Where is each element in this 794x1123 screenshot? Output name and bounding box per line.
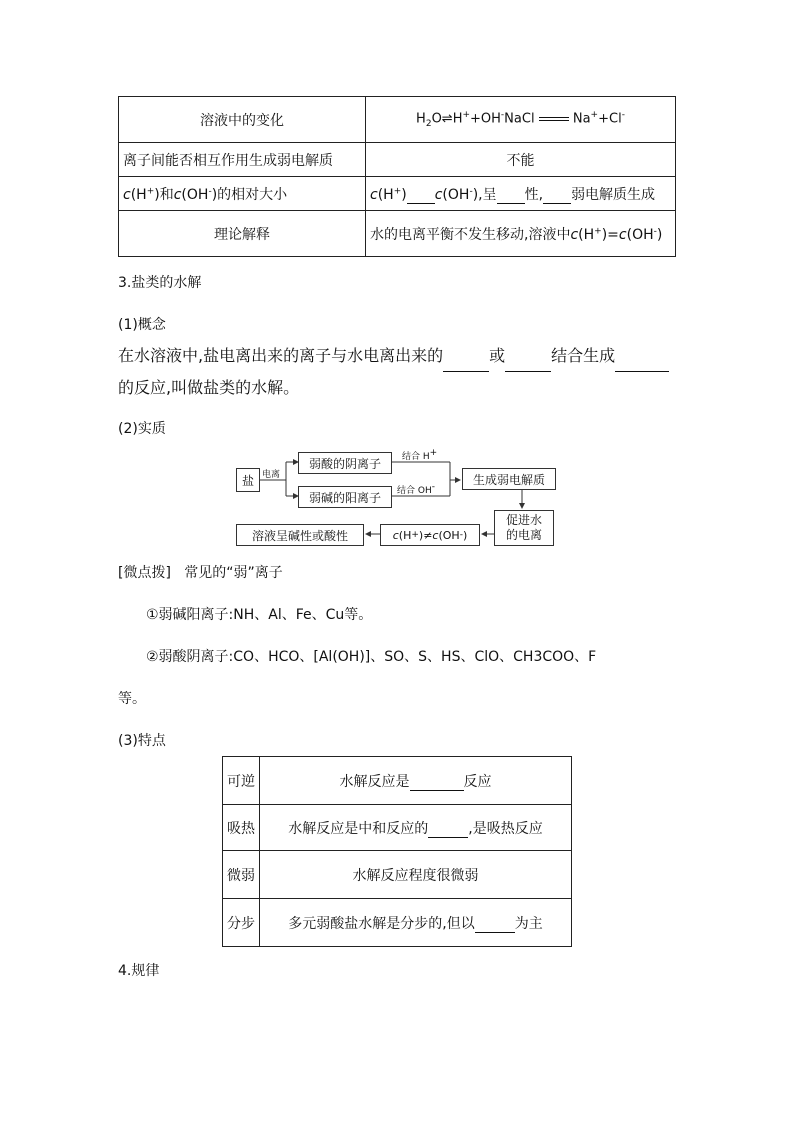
neq-box: c (H + )≠ c (OH - ) (380, 524, 480, 546)
blank-line (428, 821, 468, 838)
weak-acid-anion-box: 弱酸的阴离子 (298, 452, 392, 474)
subsection-title: (1)概念 (118, 317, 166, 333)
feature-value: 水解反应程度很微弱 (260, 851, 572, 899)
cell-label: 离子间能否相互作用生成弱电解质 (119, 143, 366, 177)
table-row (223, 851, 572, 899)
anion-list-end: 等。 (118, 691, 146, 707)
features-table (222, 756, 572, 947)
combine-oh-label: 结合 OH- (397, 482, 435, 496)
section-title: 3.盐类的水解 (118, 275, 202, 291)
top-table (118, 96, 676, 257)
subsection-title: (2)实质 (118, 421, 166, 437)
table-row (119, 97, 676, 143)
table-row (119, 143, 676, 177)
table-row (223, 757, 572, 805)
table-row (119, 177, 676, 211)
blank-line (475, 916, 515, 933)
blank-line (505, 351, 551, 372)
table-row (119, 211, 676, 257)
cell-value: 水的电离平衡不发生移动,溶液中c(H+)=c(OH-) (366, 211, 676, 257)
subsection-title: (3)特点 (118, 733, 166, 749)
result-box: 溶液呈碱性或酸性 (236, 524, 364, 546)
concept-paragraph: 在水溶液中,盐电离出来的离子与水电离出来的 或 结合生成 的反应,叫做盐类的水解。 (118, 340, 678, 404)
blank-line (407, 203, 435, 204)
salt-box: 盐 (236, 468, 260, 492)
equals-arrow (539, 117, 569, 121)
feature-value: 多元弱酸盐水解是分步的,但以 为主 (260, 899, 572, 947)
cell-value: c(H+) c(OH-),呈 性, 弱电解质生成 (366, 177, 676, 211)
combine-h-label: 结合 H+ (402, 448, 438, 462)
table-row (223, 899, 572, 947)
section-title: 4.规律 (118, 963, 160, 979)
cell-label: 溶液中的变化 (119, 97, 366, 143)
ionize-label: 电离 (262, 470, 281, 480)
cell-label: c(H+)和c(OH-)的相对大小 (119, 177, 366, 211)
feature-value: 水解反应是 反应 (260, 757, 572, 805)
blank-line (443, 351, 489, 372)
tips-title: [微点拨] 常见的“弱”离子 (118, 565, 283, 581)
gen-weak-electrolyte-box: 生成弱电解质 (462, 468, 556, 490)
promote-water-box: 促进水 的电离 (494, 510, 554, 546)
cell-value: $H_2O\rightleftharpoons H^++OH^-NaCl$ Na++Cl- (366, 97, 676, 143)
feature-key: 可逆 (223, 757, 260, 805)
cell-label: 理论解释 (119, 211, 366, 257)
cell-value: 不能 (366, 143, 676, 177)
blank-line (543, 203, 571, 204)
feature-key: 分步 (223, 899, 260, 947)
cation-list: ①弱碱阳离子:NH、Al、Fe、Cu等。 (146, 607, 373, 623)
weak-base-cation-box: 弱碱的阳离子 (298, 486, 392, 508)
blank-line (497, 203, 525, 204)
feature-key: 微弱 (223, 851, 260, 899)
hydrolysis-diagram (232, 446, 562, 550)
blank-line (615, 351, 669, 372)
table-row (223, 805, 572, 851)
anion-list: ②弱酸阴离子:CO、HCO、[Al(OH)]、SO、S、HS、ClO、CH3COO、F (146, 649, 597, 665)
feature-value: 水解反应是中和反应的 ,是吸热反应 (260, 805, 572, 851)
blank-line (410, 774, 464, 791)
feature-key: 吸热 (223, 805, 260, 851)
